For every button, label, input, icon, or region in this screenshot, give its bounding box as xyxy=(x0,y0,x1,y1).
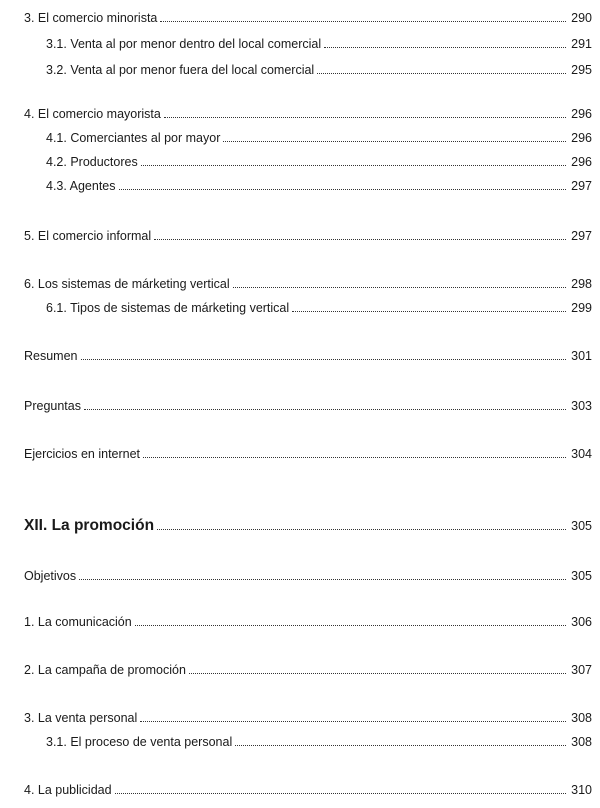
toc-entry-page: 301 xyxy=(571,349,592,363)
toc-entry-label: 3.1. El proceso de venta personal xyxy=(46,735,233,749)
dot-leader xyxy=(324,47,566,48)
toc-entry-label: 6. Los sistemas de márketing vertical xyxy=(24,277,230,291)
toc-entry xyxy=(46,130,592,146)
toc-entry xyxy=(46,300,592,316)
toc-entry xyxy=(46,36,592,52)
dot-leader xyxy=(292,311,566,312)
toc-chapter-entry xyxy=(24,516,592,536)
toc-entry-page: 296 xyxy=(571,107,592,121)
toc-entry-page: 305 xyxy=(571,569,592,583)
toc-entry-page: 310 xyxy=(571,783,592,797)
toc-entry xyxy=(46,154,592,170)
toc-entry-page: 296 xyxy=(571,155,592,169)
dot-leader xyxy=(115,793,566,794)
toc-entry-page: 299 xyxy=(571,301,592,315)
toc-entry-label: 3.2. Venta al por menor fuera del local comercial xyxy=(46,63,315,77)
dot-leader xyxy=(160,21,566,22)
toc-entry-page: 304 xyxy=(571,447,592,461)
toc-entry xyxy=(24,228,592,244)
toc-entry-label: 6.1. Tipos de sistemas de márketing vertical xyxy=(46,301,290,315)
toc-entry-label: Resumen xyxy=(24,349,78,363)
toc-entry xyxy=(24,276,592,292)
toc-entry xyxy=(24,446,592,462)
toc-entry-page: 297 xyxy=(571,229,592,243)
toc-entry xyxy=(46,734,592,750)
toc-entry-page: 306 xyxy=(571,615,592,629)
toc-entry-page: 290 xyxy=(571,11,592,25)
toc-entry-page: 307 xyxy=(571,663,592,677)
toc-entry xyxy=(46,178,592,194)
chapter-page: 305 xyxy=(571,519,592,533)
dot-leader xyxy=(233,287,566,288)
toc-entry-label: 4.1. Comerciantes al por mayor xyxy=(46,131,221,145)
toc-entry xyxy=(24,10,592,26)
toc-entry-page: 295 xyxy=(571,63,592,77)
chapter-title: XII. La promoción xyxy=(24,517,155,534)
toc-entry-page: 308 xyxy=(571,711,592,725)
dot-leader xyxy=(154,239,566,240)
toc-entry-label: Objetivos xyxy=(24,569,77,583)
toc-entry xyxy=(24,398,592,414)
toc-entry xyxy=(46,62,592,78)
dot-leader xyxy=(235,745,566,746)
toc-entry xyxy=(24,782,592,798)
dot-leader xyxy=(81,359,567,360)
toc-entry xyxy=(24,348,592,364)
toc-entry-label: 3.1. Venta al por menor dentro del local comercial xyxy=(46,37,322,51)
dot-leader xyxy=(143,457,566,458)
toc-entry-page: 308 xyxy=(571,735,592,749)
dot-leader xyxy=(317,73,566,74)
toc-entry-label: 3. La venta personal xyxy=(24,711,138,725)
toc-entry-page: 303 xyxy=(571,399,592,413)
toc-entry-page: 297 xyxy=(571,179,592,193)
toc-entry-label: 1. La comunicación xyxy=(24,615,132,629)
toc-entry xyxy=(24,568,592,584)
dot-leader xyxy=(119,189,566,190)
toc-entry xyxy=(24,710,592,726)
toc-entry-label: 2. La campaña de promoción xyxy=(24,663,186,677)
dot-leader xyxy=(135,625,566,626)
toc-entry-label: 3. El comercio minorista xyxy=(24,11,158,25)
toc-entry-label: 4. La publicidad xyxy=(24,783,112,797)
dot-leader xyxy=(140,721,566,722)
toc-entry-page: 298 xyxy=(571,277,592,291)
toc-entry xyxy=(24,106,592,122)
toc-entry-label: Ejercicios en internet xyxy=(24,447,141,461)
dot-leader xyxy=(157,529,566,530)
toc-entry-label: 4.2. Productores xyxy=(46,155,138,169)
toc-entry xyxy=(24,614,592,630)
toc-entry-label: Preguntas xyxy=(24,399,81,413)
dot-leader xyxy=(164,117,566,118)
dot-leader xyxy=(84,409,566,410)
dot-leader xyxy=(79,579,566,580)
toc-entry-label: 4.3. Agentes xyxy=(46,179,116,193)
toc-entry-page: 296 xyxy=(571,131,592,145)
toc-entry-label: 5. El comercio informal xyxy=(24,229,152,243)
dot-leader xyxy=(141,165,566,166)
toc-entry xyxy=(24,662,592,678)
toc-entry-label: 4. El comercio mayorista xyxy=(24,107,161,121)
dot-leader xyxy=(189,673,566,674)
toc-entry-page: 291 xyxy=(571,37,592,51)
dot-leader xyxy=(223,141,566,142)
